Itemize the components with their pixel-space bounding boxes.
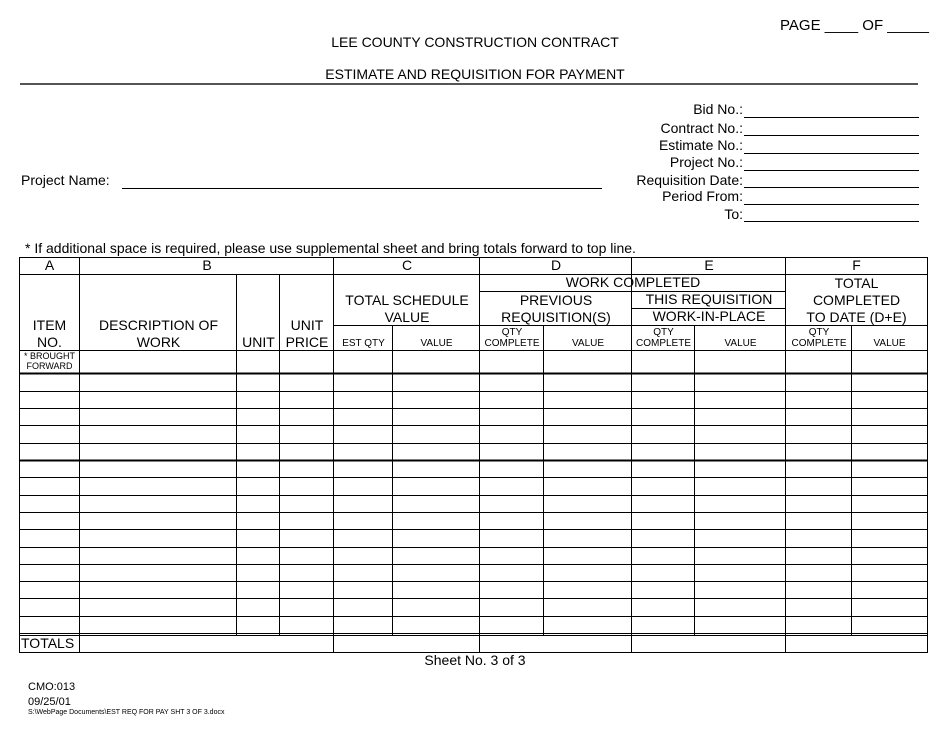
supplemental-note: * If additional space is required, please use supplemental sheet and bring totals forward to top line. — [25, 240, 636, 256]
period-from-field[interactable] — [744, 204, 919, 205]
e-qty-complete-header: QTY COMPLETE — [635, 327, 691, 349]
brought-forward-label: * BROUGHT FORWARD — [23, 351, 75, 371]
project-name-label: Project Name: — [21, 172, 110, 188]
project-no-field[interactable] — [744, 170, 919, 171]
col-letter-a: A — [44, 257, 55, 273]
item-no-header: ITEM NO. — [32, 317, 67, 350]
form-subtitle: ESTIMATE AND REQUISITION FOR PAYMENT — [325, 66, 625, 82]
form-date: 09/25/01 — [28, 696, 71, 708]
project-name-field[interactable] — [122, 188, 602, 189]
file-path: S:\WebPage Documents\EST REQ FOR PAY SHT 3 OF 3.docx — [28, 709, 225, 716]
unit-header: UNIT — [242, 334, 275, 350]
unit-price-header: UNIT PRICE — [285, 317, 329, 350]
total-schedule-value-header: TOTAL SCHEDULE VALUE — [345, 292, 469, 325]
work-in-place-header: WORK-IN-PLACE — [652, 308, 766, 324]
contract-no-label: Contract No.: — [660, 120, 743, 136]
col-letter-d: D — [550, 257, 562, 273]
col-letter-e: E — [704, 257, 714, 273]
previous-requisitions-header: PREVIOUS REQUISITION(S) — [501, 292, 611, 325]
form-code: CMO:013 — [28, 681, 76, 693]
sheet-number: Sheet No. 3 of 3 — [424, 652, 526, 668]
bid-no-label: Bid No.: — [693, 101, 743, 117]
estimate-no-label: Estimate No.: — [658, 137, 743, 153]
requisition-date-label: Requisition Date: — [636, 172, 743, 188]
project-no-label: Project No.: — [669, 154, 743, 170]
estimate-no-field[interactable] — [744, 153, 919, 154]
col-letter-f: F — [852, 257, 861, 273]
requisition-date-field[interactable] — [744, 187, 919, 188]
total-completed-header: TOTAL COMPLETED TO DATE (D+E) — [806, 275, 907, 325]
d-value-header: VALUE — [571, 338, 605, 349]
totals-label: TOTALS — [21, 635, 75, 651]
est-qty-header: EST QTY — [342, 338, 385, 349]
contract-no-field[interactable] — [744, 135, 919, 136]
period-from-label: Period From: — [662, 188, 743, 204]
e-value-header: VALUE — [724, 338, 757, 349]
f-value-header: VALUE — [873, 338, 906, 349]
form-title: LEE COUNTY CONSTRUCTION CONTRACT — [331, 34, 619, 50]
f-qty-complete-header: QTY COMPLETE — [791, 327, 847, 349]
bid-no-field[interactable] — [744, 117, 919, 118]
c-value-header: VALUE — [420, 338, 453, 349]
page-counter: PAGE ____ OF _____ — [780, 17, 929, 34]
to-label: To: — [724, 206, 743, 222]
this-requisition-header: THIS REQUISITION — [645, 291, 773, 307]
header-rule — [20, 83, 918, 85]
col-letter-b: B — [202, 257, 212, 273]
to-field[interactable] — [744, 221, 919, 222]
d-qty-complete-header: QTY COMPLETE — [484, 327, 540, 349]
description-header: DESCRIPTION OF WORK — [98, 317, 218, 350]
work-completed-header: WORK COMPLETED — [565, 274, 701, 290]
col-letter-c: C — [401, 257, 413, 273]
